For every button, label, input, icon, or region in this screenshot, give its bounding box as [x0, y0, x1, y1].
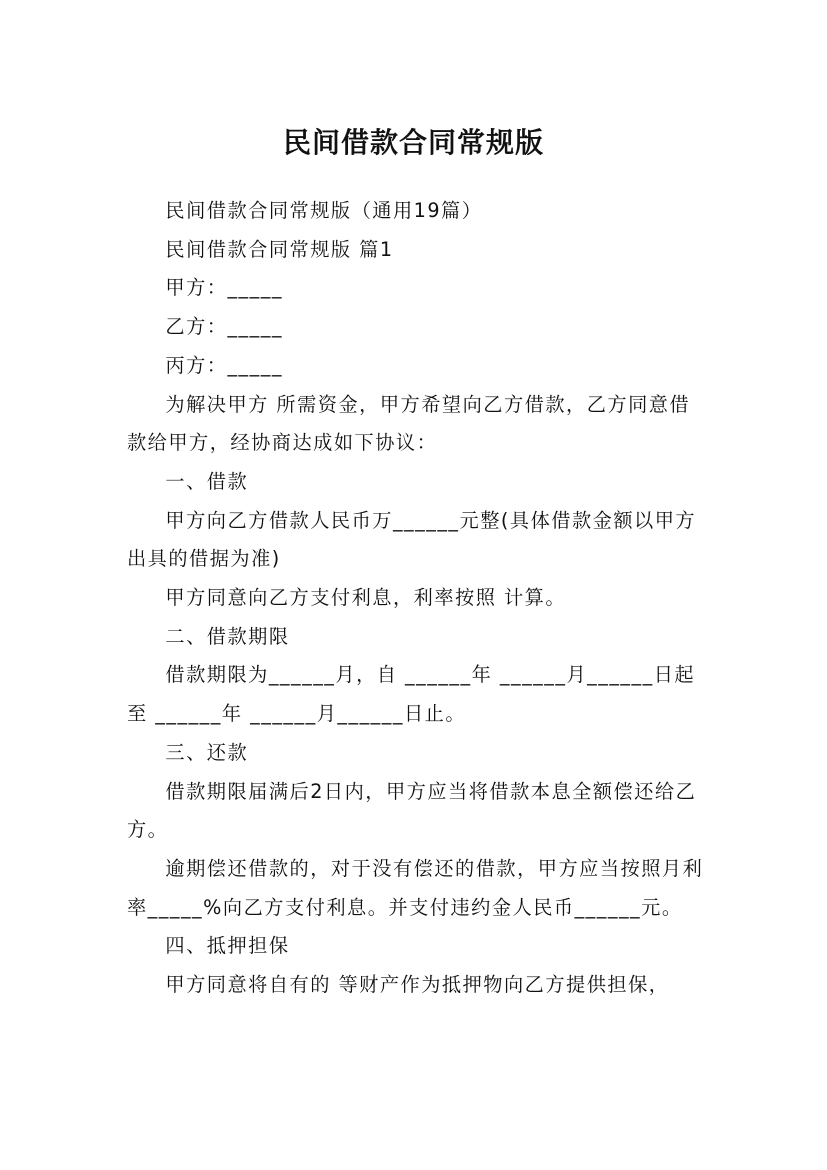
party-c-line: 丙方：_____	[165, 353, 283, 377]
party-b-line: 乙方：_____	[165, 315, 283, 339]
paragraph-preamble: 为解决甲方 所需资金，甲方希望向乙方借款，乙方同意借款给甲方，经协商达成如下协议：	[127, 392, 691, 455]
paragraph-collateral: 甲方同意将自有的 等财产作为抵押物向乙方提供担保，	[165, 973, 670, 997]
paragraph-section-heading: 民间借款合同常规版 篇1	[165, 237, 394, 261]
paragraph-subtitle: 民间借款合同常规版（通用19篇）	[165, 199, 483, 222]
paragraph-repayment: 借款期限届满后2日内，甲方应当将借款本息全额偿还给乙方。	[127, 779, 697, 842]
document-title: 民间借款合同常规版	[282, 125, 544, 159]
clause-heading-loan: 一、借款	[165, 469, 249, 493]
clause-heading-repayment: 三、还款	[165, 740, 249, 764]
paragraph-interest: 甲方同意向乙方支付利息，利率按照 计算。	[165, 586, 567, 610]
paragraph-term: 借款期限为______月，自 ______年 ______月______日起至 ______年 ______月______日止。	[127, 663, 696, 726]
paragraph-overdue: 逾期偿还借款的，对于没有偿还的借款，甲方应当按照月利率_____%向乙方支付利息。并支付违约金人民币______元。	[127, 856, 704, 919]
paragraph-loan-amount: 甲方向乙方借款人民币万______元整(具体借款金额以甲方出具的借据为准)	[127, 508, 697, 571]
document-body	[127, 192, 704, 1005]
clause-heading-term: 二、借款期限	[165, 624, 290, 648]
party-a-line: 甲方：_____	[165, 276, 283, 300]
clause-heading-collateral: 四、抵押担保	[165, 934, 290, 958]
